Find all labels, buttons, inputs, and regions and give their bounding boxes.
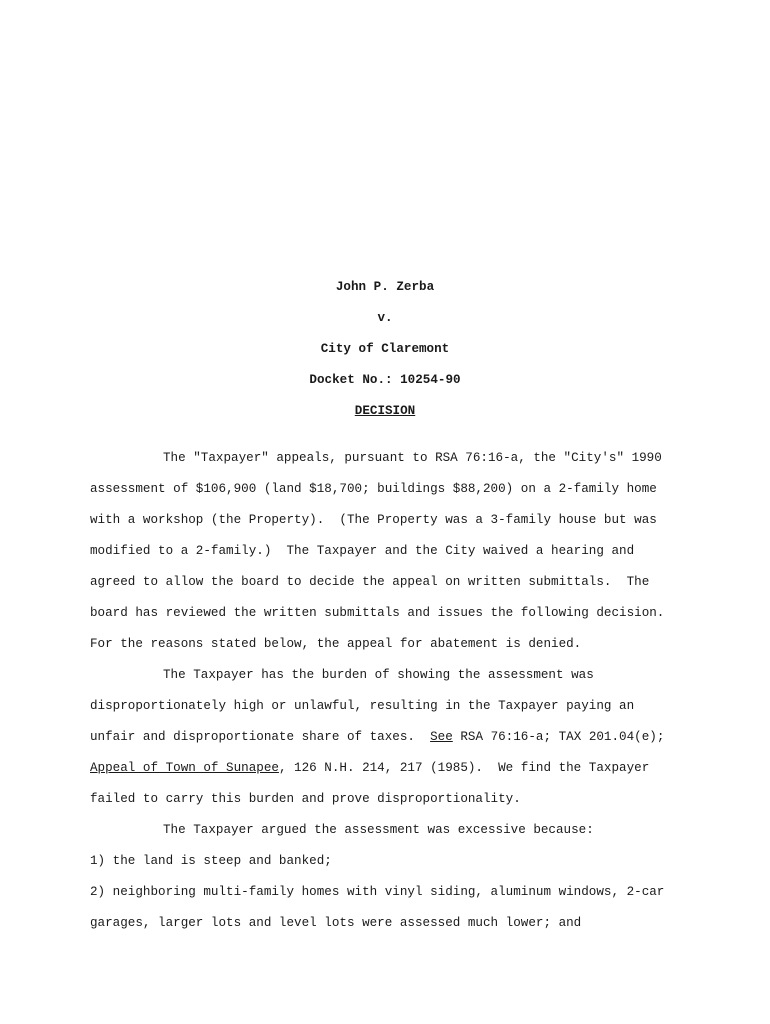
para2-text: unfair and disproportionate share of taxes. [90, 730, 431, 744]
para2-line: The Taxpayer has the burden of showing the assessment was [163, 668, 594, 682]
para1-line: For the reasons stated below, the appeal for abatement is denied. [90, 637, 582, 651]
party-city: City of Claremont [320, 342, 450, 356]
para2-line: failed to carry this burden and prove disproportionality. [90, 792, 521, 806]
decision-heading [0, 404, 770, 418]
para1-line: The "Taxpayer" appeals, pursuant to RSA 76:16-a, the "City's" 1990 [163, 451, 662, 465]
citation-signal-see: See [430, 730, 453, 744]
para1-line: modified to a 2-family.) The Taxpayer and the City waived a hearing and [90, 544, 635, 558]
para2-line: disproportionately high or unlawful, resulting in the Taxpayer paying an [90, 699, 635, 713]
para1-line: with a workshop (the Property). (The Property was a 3-family house but was [90, 513, 657, 527]
docket-number: Docket No.: 10254-90 [309, 373, 461, 387]
decision-heading-text: DECISION [354, 404, 416, 418]
para2-text: , 126 N.H. 214, 217 (1985). We find the Taxpayer [278, 761, 650, 775]
para1-line: assessment of $106,900 (land $18,700; buildings $88,200) on a 2-family home [90, 482, 657, 496]
list-item-continuation: garages, larger lots and level lots were assessed much lower; and [90, 916, 582, 930]
case-citation: Appeal of Town of Sunapee [90, 761, 279, 775]
para2-text: RSA 76:16-a; TAX 201.04(e); [452, 730, 665, 744]
para2-line [90, 730, 664, 744]
list-item: 1) the land is steep and banked; [90, 854, 332, 868]
para3-intro: The Taxpayer argued the assessment was excessive because: [163, 823, 594, 837]
versus: v. [377, 311, 393, 325]
para1-line: board has reviewed the written submittals and issues the following decision. [90, 606, 665, 620]
para2-line [90, 761, 649, 775]
para1-line: agreed to allow the board to decide the appeal on written submittals. The [90, 575, 650, 589]
list-item: 2) neighboring multi-family homes with vinyl siding, aluminum windows, 2-car [90, 885, 665, 899]
party-taxpayer: John P. Zerba [335, 280, 435, 294]
